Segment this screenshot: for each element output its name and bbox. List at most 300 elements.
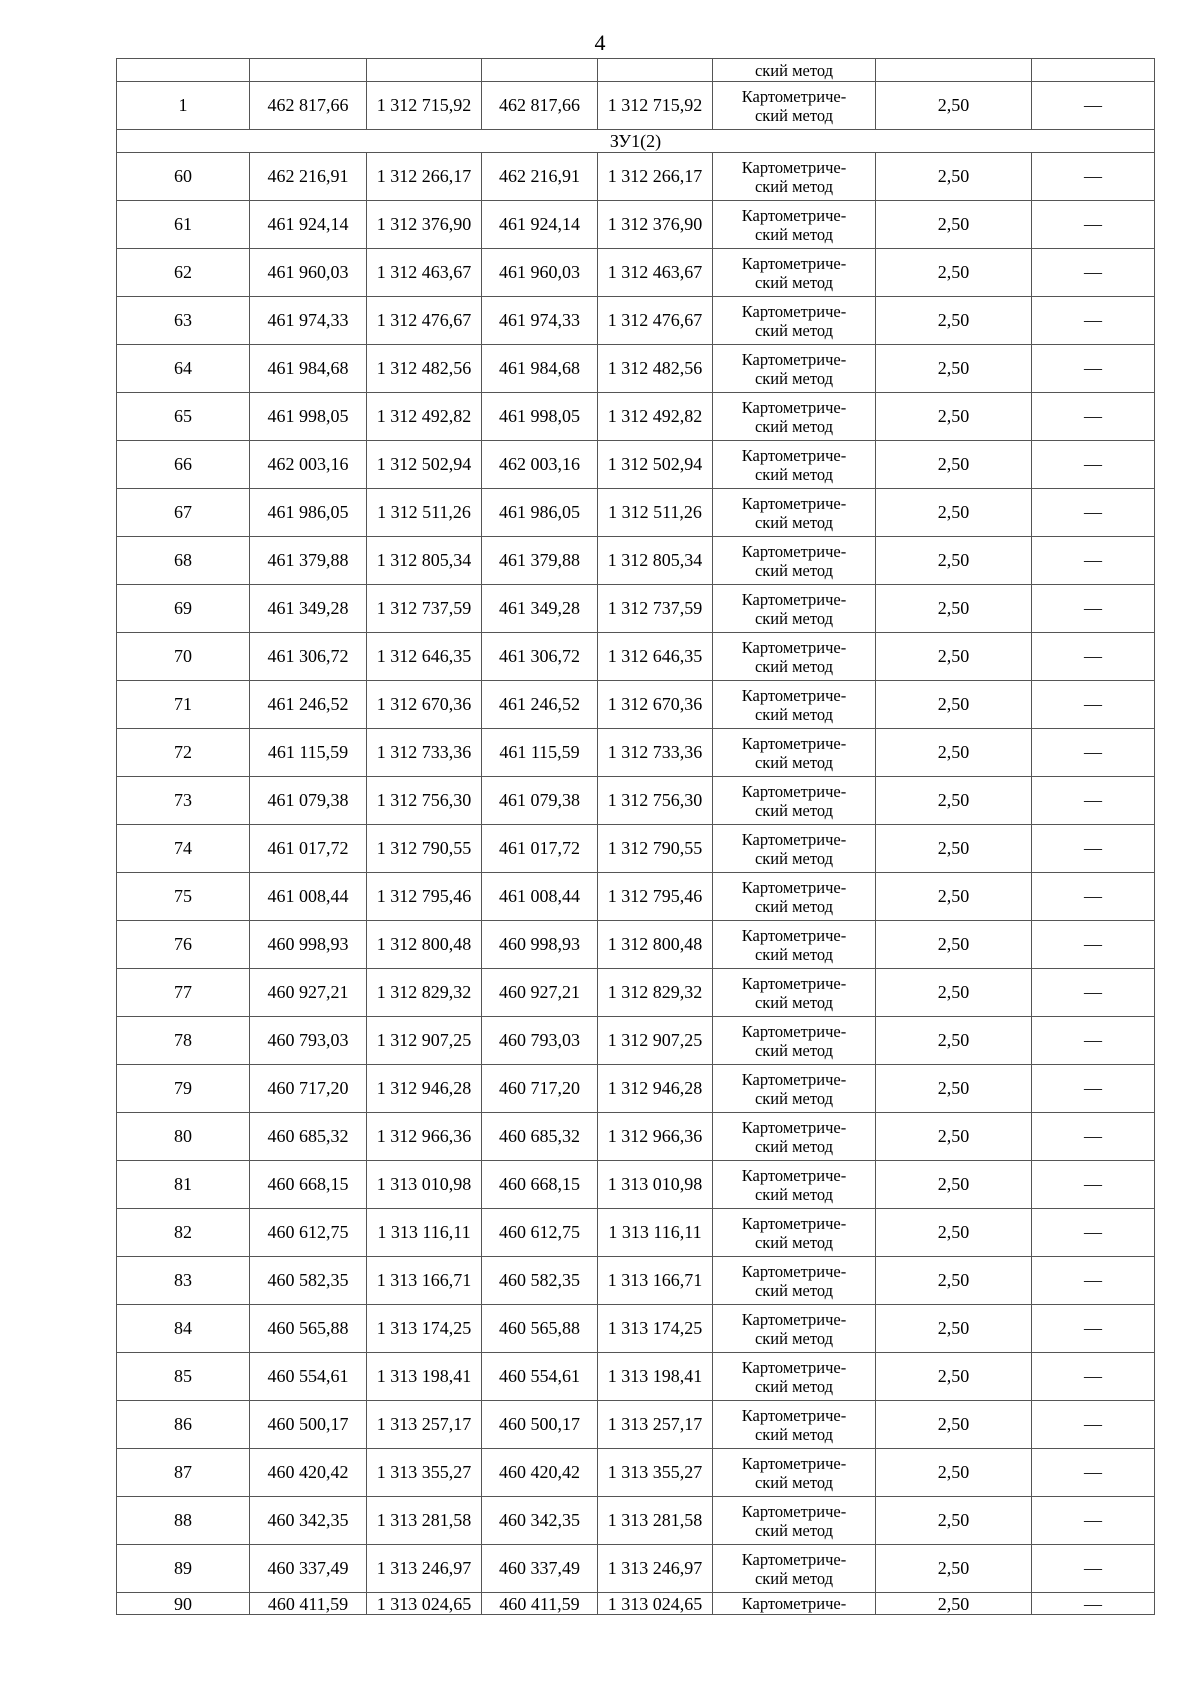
cell-note: — (1032, 1353, 1155, 1401)
cell-y2: 1 312 376,90 (598, 201, 713, 249)
cell-method (713, 1545, 876, 1593)
cell-method (713, 489, 876, 537)
cell-accuracy: 2,50 (876, 297, 1032, 345)
cell-x2: 461 306,72 (482, 633, 598, 681)
table-body (117, 59, 1155, 1615)
cell-method (713, 1257, 876, 1305)
table-row (117, 1497, 1155, 1545)
cell-point: 69 (117, 585, 250, 633)
method-line-1: Картометриче- (741, 637, 847, 657)
cell-point: 66 (117, 441, 250, 489)
cell-y2: 1 312 492,82 (598, 393, 713, 441)
method-line-2: ский метод (754, 944, 834, 964)
cell-x1: 461 998,05 (250, 393, 367, 441)
cell-x2: 460 582,35 (482, 1257, 598, 1305)
cell-y1: 1 312 266,17 (367, 153, 482, 201)
table-row (117, 201, 1155, 249)
cell-method (713, 1305, 876, 1353)
cell-method (713, 249, 876, 297)
cell-y2: 1 312 805,34 (598, 537, 713, 585)
cell-y2: 1 312 907,25 (598, 1017, 713, 1065)
method-line-1: Картометриче- (741, 1021, 847, 1041)
method-line-1: Картометриче- (741, 925, 847, 945)
cell-accuracy: 2,50 (876, 1257, 1032, 1305)
cell-y2: 1 313 166,71 (598, 1257, 713, 1305)
cell-y1: 1 312 829,32 (367, 969, 482, 1017)
cell-x2: 460 717,20 (482, 1065, 598, 1113)
cell-accuracy: 2,50 (876, 1593, 1032, 1615)
cell-method (713, 1113, 876, 1161)
cell-point: 88 (117, 1497, 250, 1545)
cell-note: — (1032, 1161, 1155, 1209)
cell-x1: 461 349,28 (250, 585, 367, 633)
cell-method (713, 921, 876, 969)
cell-y2: 1 312 482,56 (598, 345, 713, 393)
cell-y1: 1 312 646,35 (367, 633, 482, 681)
cell-y1: 1 313 355,27 (367, 1449, 482, 1497)
cell-y1: 1 312 482,56 (367, 345, 482, 393)
cell-point: 68 (117, 537, 250, 585)
cell-method (713, 82, 876, 130)
cell-x2: 461 017,72 (482, 825, 598, 873)
cell-empty (482, 59, 598, 82)
cell-note: — (1032, 201, 1155, 249)
cell-point: 76 (117, 921, 250, 969)
method-line-2: ский метод (754, 416, 834, 436)
method-line-1: Картометриче- (741, 157, 847, 177)
cell-y1: 1 312 476,67 (367, 297, 482, 345)
cell-y2: 1 313 198,41 (598, 1353, 713, 1401)
method-line-2: ский метод (754, 1472, 834, 1492)
cell-note: — (1032, 1017, 1155, 1065)
cell-note: — (1032, 777, 1155, 825)
cell-y2: 1 312 476,67 (598, 297, 713, 345)
cell-y2: 1 312 829,32 (598, 969, 713, 1017)
section-row (117, 130, 1155, 153)
table-row (117, 249, 1155, 297)
method-line-1: Картометриче- (741, 1405, 847, 1425)
cell-point: 78 (117, 1017, 250, 1065)
cell-x2: 461 984,68 (482, 345, 598, 393)
method-line-1: Картометриче- (741, 1261, 847, 1281)
cell-x2: 460 927,21 (482, 969, 598, 1017)
cell-x1: 461 379,88 (250, 537, 367, 585)
cell-x1: 461 017,72 (250, 825, 367, 873)
table-row (117, 873, 1155, 921)
cell-y1: 1 313 198,41 (367, 1353, 482, 1401)
cell-method (713, 345, 876, 393)
cell-x1: 460 685,32 (250, 1113, 367, 1161)
method-line-2: ский метод (754, 464, 834, 484)
cell-x2: 461 986,05 (482, 489, 598, 537)
cell-y1: 1 313 281,58 (367, 1497, 482, 1545)
cell-note: — (1032, 537, 1155, 585)
continued-row (117, 59, 1155, 82)
cell-y2: 1 313 246,97 (598, 1545, 713, 1593)
method-line-2: ский метод (754, 656, 834, 676)
method-line-1: Картометриче- (741, 397, 847, 417)
method-line-1: Картометриче- (741, 253, 847, 273)
cell-x2: 460 793,03 (482, 1017, 598, 1065)
method-line-2: ский метод (754, 560, 834, 580)
cell-y1: 1 312 733,36 (367, 729, 482, 777)
method-line-2: ский метод (754, 1136, 834, 1156)
table-row (117, 585, 1155, 633)
method-line-1: Картометриче- (741, 1213, 847, 1233)
method-line-2: ский метод (754, 176, 834, 196)
cell-note: — (1032, 729, 1155, 777)
cell-note: — (1032, 1593, 1155, 1615)
cell-accuracy: 2,50 (876, 1497, 1032, 1545)
cell-y1: 1 313 166,71 (367, 1257, 482, 1305)
cell-accuracy: 2,50 (876, 633, 1032, 681)
cell-y1: 1 312 737,59 (367, 585, 482, 633)
cell-accuracy: 2,50 (876, 249, 1032, 297)
cell-x2: 460 420,42 (482, 1449, 598, 1497)
cell-empty (598, 59, 713, 82)
method-line-2: ский метод (754, 992, 834, 1012)
cell-x2: 461 079,38 (482, 777, 598, 825)
cell-x2: 460 565,88 (482, 1305, 598, 1353)
method-line-2: ский метод (754, 224, 834, 244)
method-line-1: Картометриче- (741, 973, 847, 993)
cell-accuracy: 2,50 (876, 1209, 1032, 1257)
cell-point: 80 (117, 1113, 250, 1161)
table-row (117, 537, 1155, 585)
cell-point: 74 (117, 825, 250, 873)
cell-point: 77 (117, 969, 250, 1017)
cell-accuracy: 2,50 (876, 585, 1032, 633)
page-number: 4 (594, 30, 606, 55)
cell-y2: 1 312 502,94 (598, 441, 713, 489)
cell-point: 86 (117, 1401, 250, 1449)
cell-point: 67 (117, 489, 250, 537)
cell-point: 1 (117, 82, 250, 130)
cell-x1: 460 411,59 (250, 1593, 367, 1615)
cell-note: — (1032, 873, 1155, 921)
method-line-2: ский метод (754, 800, 834, 820)
table-row (117, 969, 1155, 1017)
cell-point: 65 (117, 393, 250, 441)
cell-x2: 460 668,15 (482, 1161, 598, 1209)
cell-empty (117, 59, 250, 82)
cell-point: 73 (117, 777, 250, 825)
cell-note: — (1032, 1257, 1155, 1305)
cell-method (713, 633, 876, 681)
cell-empty (1032, 59, 1155, 82)
cell-x2: 460 998,93 (482, 921, 598, 969)
method-line-1: Картометриче- (741, 877, 847, 897)
cell-method (713, 825, 876, 873)
cell-point: 62 (117, 249, 250, 297)
cell-y2: 1 312 800,48 (598, 921, 713, 969)
method-line-1: Картометриче- (741, 829, 847, 849)
cell-accuracy: 2,50 (876, 537, 1032, 585)
method-line-1: Картометриче- (741, 1357, 847, 1377)
cell-y1: 1 313 174,25 (367, 1305, 482, 1353)
cell-x2: 460 411,59 (482, 1593, 598, 1615)
table-row (117, 1401, 1155, 1449)
cell-point: 60 (117, 153, 250, 201)
cell-point: 89 (117, 1545, 250, 1593)
cell-method (713, 201, 876, 249)
cell-y2: 1 313 257,17 (598, 1401, 713, 1449)
cell-accuracy: 2,50 (876, 489, 1032, 537)
cell-y2: 1 312 463,67 (598, 249, 713, 297)
cell-y2: 1 312 795,46 (598, 873, 713, 921)
cell-accuracy: 2,50 (876, 441, 1032, 489)
cell-note: — (1032, 1305, 1155, 1353)
method-line-1: Картометриче- (741, 589, 847, 609)
cell-y2: 1 313 174,25 (598, 1305, 713, 1353)
cell-method (713, 1017, 876, 1065)
cell-method (713, 1449, 876, 1497)
table-row (117, 777, 1155, 825)
method-line-2: ский метод (754, 1040, 834, 1060)
table-row (117, 489, 1155, 537)
cell-y2: 1 312 733,36 (598, 729, 713, 777)
cell-note: — (1032, 825, 1155, 873)
cell-y1: 1 312 511,26 (367, 489, 482, 537)
cell-x2: 461 974,33 (482, 297, 598, 345)
method-line-2: ский метод (754, 1232, 834, 1252)
table-row (117, 1593, 1155, 1615)
cell-accuracy: 2,50 (876, 201, 1032, 249)
cell-note: — (1032, 82, 1155, 130)
cell-x1: 461 984,68 (250, 345, 367, 393)
cell-point: 85 (117, 1353, 250, 1401)
method-line-1: Картометриче- (741, 685, 847, 705)
cell-method (713, 1593, 876, 1615)
method-line-1: Картометриче- (741, 301, 847, 321)
cell-method (713, 585, 876, 633)
cell-method (713, 1065, 876, 1113)
cell-method (713, 297, 876, 345)
cell-point: 87 (117, 1449, 250, 1497)
method-line-2: ский метод (754, 1280, 834, 1300)
method-line-1: Картометриче- (741, 445, 847, 465)
method-line-1: Картометриче- (741, 1501, 847, 1521)
method-line-2: ский метод (754, 752, 834, 772)
cell-y2: 1 313 281,58 (598, 1497, 713, 1545)
cell-y2: 1 312 511,26 (598, 489, 713, 537)
cell-note: — (1032, 441, 1155, 489)
cell-x1: 462 003,16 (250, 441, 367, 489)
cell-y1: 1 313 010,98 (367, 1161, 482, 1209)
method-line-1: Картометриче- (741, 1453, 847, 1473)
cell-method (713, 1401, 876, 1449)
cell-accuracy: 2,50 (876, 873, 1032, 921)
cell-x1: 461 974,33 (250, 297, 367, 345)
cell-x1: 460 565,88 (250, 1305, 367, 1353)
cell-accuracy: 2,50 (876, 969, 1032, 1017)
cell-note: — (1032, 681, 1155, 729)
table-row (117, 1257, 1155, 1305)
cell-point: 63 (117, 297, 250, 345)
cell-y1: 1 312 463,67 (367, 249, 482, 297)
cell-note: — (1032, 921, 1155, 969)
cell-point: 71 (117, 681, 250, 729)
cell-empty (876, 59, 1032, 82)
method-line-2: ский метод (754, 1376, 834, 1396)
cell-method (713, 1353, 876, 1401)
method-line-1: Картометриче- (741, 205, 847, 225)
cell-accuracy: 2,50 (876, 153, 1032, 201)
cell-note: — (1032, 969, 1155, 1017)
cell-method (713, 153, 876, 201)
cell-x1: 460 342,35 (250, 1497, 367, 1545)
cell-y2: 1 312 946,28 (598, 1065, 713, 1113)
cell-method (713, 441, 876, 489)
cell-y1: 1 313 116,11 (367, 1209, 482, 1257)
cell-method (713, 1209, 876, 1257)
cell-accuracy: 2,50 (876, 1305, 1032, 1353)
cell-y2: 1 312 670,36 (598, 681, 713, 729)
cell-y1: 1 312 805,34 (367, 537, 482, 585)
cell-empty (250, 59, 367, 82)
cell-x2: 460 500,17 (482, 1401, 598, 1449)
cell-point: 83 (117, 1257, 250, 1305)
method-line-1: Картометриче- (741, 1069, 847, 1089)
cell-x2: 460 612,75 (482, 1209, 598, 1257)
cell-x2: 461 379,88 (482, 537, 598, 585)
cell-y1: 1 312 670,36 (367, 681, 482, 729)
cell-y2: 1 312 646,35 (598, 633, 713, 681)
method-line-1: Картометриче- (741, 349, 847, 369)
method-line-1: Картометриче- (741, 493, 847, 513)
cell-y1: 1 312 715,92 (367, 82, 482, 130)
cell-accuracy: 2,50 (876, 1017, 1032, 1065)
cell-point: 70 (117, 633, 250, 681)
cell-x2: 460 342,35 (482, 1497, 598, 1545)
cell-x1: 460 612,75 (250, 1209, 367, 1257)
cell-x1: 460 554,61 (250, 1353, 367, 1401)
cell-accuracy: 2,50 (876, 1353, 1032, 1401)
cell-point: 84 (117, 1305, 250, 1353)
cell-y2: 1 312 790,55 (598, 825, 713, 873)
cell-x2: 462 216,91 (482, 153, 598, 201)
cell-note: — (1032, 1449, 1155, 1497)
cell-x1: 460 793,03 (250, 1017, 367, 1065)
table-row (117, 1161, 1155, 1209)
cell-method (713, 681, 876, 729)
cell-note: — (1032, 585, 1155, 633)
cell-y1: 1 312 800,48 (367, 921, 482, 969)
cell-x1: 462 216,91 (250, 153, 367, 201)
cell-y1: 1 312 790,55 (367, 825, 482, 873)
cell-y1: 1 312 946,28 (367, 1065, 482, 1113)
method-line-1: Картометриче- (741, 1549, 847, 1569)
method-line-2: ский метод (754, 1424, 834, 1444)
table-row (117, 297, 1155, 345)
cell-y2: 1 312 966,36 (598, 1113, 713, 1161)
cell-x2: 461 115,59 (482, 729, 598, 777)
section-label: ЗУ1(2) (117, 130, 1155, 153)
table-row (117, 1113, 1155, 1161)
cell-x1: 461 246,52 (250, 681, 367, 729)
cell-y1: 1 312 907,25 (367, 1017, 482, 1065)
cell-accuracy: 2,50 (876, 393, 1032, 441)
cell-x1: 461 924,14 (250, 201, 367, 249)
table-row (117, 1017, 1155, 1065)
cell-accuracy: 2,50 (876, 1065, 1032, 1113)
method-line-2: ский метод (754, 105, 834, 125)
method-line-2: ский метод (754, 896, 834, 916)
cell-y1: 1 312 795,46 (367, 873, 482, 921)
cell-y1: 1 313 246,97 (367, 1545, 482, 1593)
cell-y1: 1 312 756,30 (367, 777, 482, 825)
cell-accuracy: 2,50 (876, 825, 1032, 873)
coordinates-table (116, 58, 1155, 1615)
cell-accuracy: 2,50 (876, 777, 1032, 825)
cell-y2: 1 313 116,11 (598, 1209, 713, 1257)
cell-point: 72 (117, 729, 250, 777)
cell-x2: 460 337,49 (482, 1545, 598, 1593)
cell-x2: 462 003,16 (482, 441, 598, 489)
table-row (117, 681, 1155, 729)
cell-empty (367, 59, 482, 82)
table-row (117, 1305, 1155, 1353)
table-row (117, 1209, 1155, 1257)
cell-x2: 460 554,61 (482, 1353, 598, 1401)
cell-x1: 461 079,38 (250, 777, 367, 825)
cell-note: — (1032, 1113, 1155, 1161)
cell-x1: 460 927,21 (250, 969, 367, 1017)
table-row (117, 1065, 1155, 1113)
cell-method (713, 1161, 876, 1209)
cell-y1: 1 313 024,65 (367, 1593, 482, 1615)
page-bottom-margin (0, 1640, 1200, 1698)
cell-note: — (1032, 633, 1155, 681)
cell-note: — (1032, 489, 1155, 537)
cell-point: 90 (117, 1593, 250, 1615)
method-line-2: ский метод (754, 512, 834, 532)
cell-method (713, 393, 876, 441)
cell-x2: 460 685,32 (482, 1113, 598, 1161)
cell-x1: 461 008,44 (250, 873, 367, 921)
cell-note: — (1032, 345, 1155, 393)
cell-x2: 461 008,44 (482, 873, 598, 921)
cell-accuracy: 2,50 (876, 1161, 1032, 1209)
cell-y2: 1 313 010,98 (598, 1161, 713, 1209)
cell-y2: 1 313 024,65 (598, 1593, 713, 1615)
method-line-2: ский метод (754, 368, 834, 388)
method-line-2: ский метод (754, 848, 834, 868)
cell-point: 82 (117, 1209, 250, 1257)
table-row (117, 633, 1155, 681)
table-row (117, 393, 1155, 441)
table-row (117, 1545, 1155, 1593)
cell-x1: 461 986,05 (250, 489, 367, 537)
cell-x2: 462 817,66 (482, 82, 598, 130)
table-row (117, 1449, 1155, 1497)
cell-method (713, 537, 876, 585)
cell-note: — (1032, 1209, 1155, 1257)
table-row (117, 1353, 1155, 1401)
cell-accuracy: 2,50 (876, 921, 1032, 969)
table-row (117, 153, 1155, 201)
cell-accuracy: 2,50 (876, 729, 1032, 777)
cell-note: — (1032, 1497, 1155, 1545)
method-line-1: Картометриче- (741, 1117, 847, 1137)
cell-accuracy: 2,50 (876, 1113, 1032, 1161)
cell-method (713, 969, 876, 1017)
cell-point: 61 (117, 201, 250, 249)
method-line-2: ский метод (754, 1520, 834, 1540)
cell-accuracy: 2,50 (876, 1401, 1032, 1449)
method-line-2: ский метод (754, 1088, 834, 1108)
method-line-2: ский метод (754, 608, 834, 628)
